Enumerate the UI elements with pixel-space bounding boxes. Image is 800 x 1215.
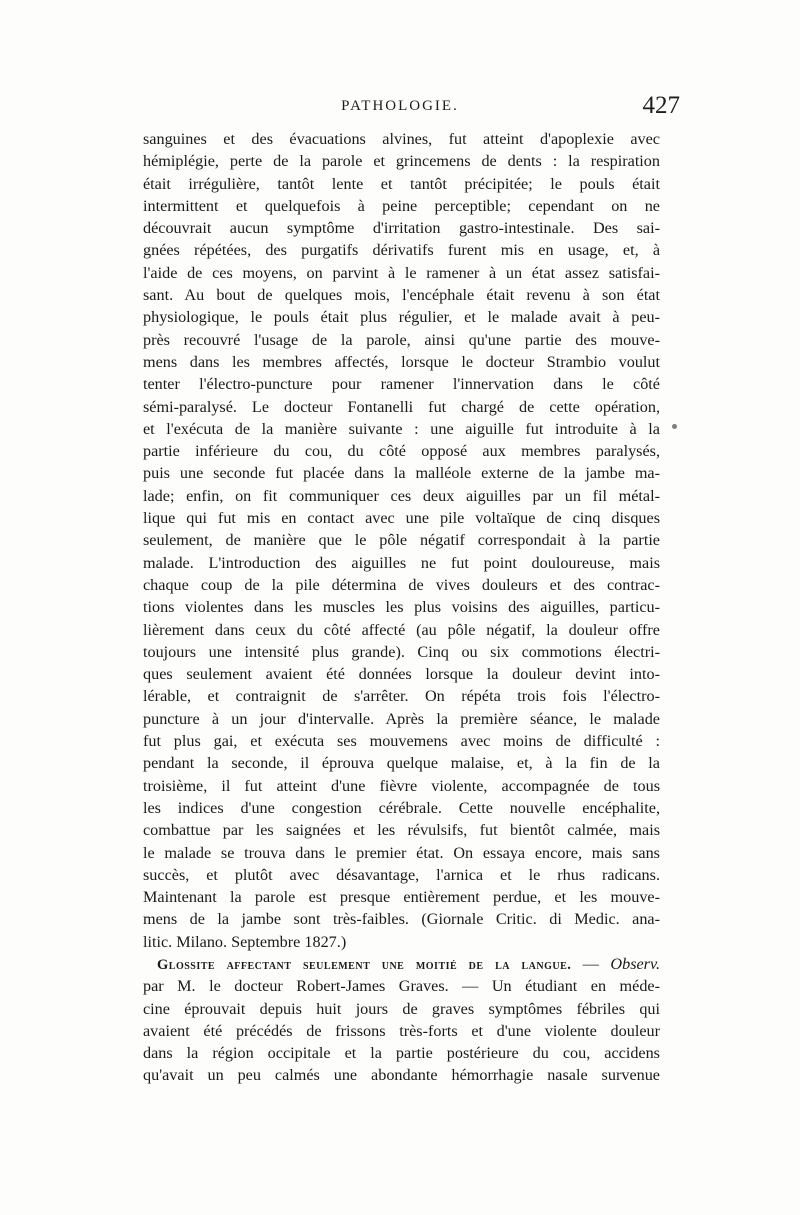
text-line: intermittent et quelquefois à peine perceptible; cependant on ne [143,196,660,215]
text-line: partie inférieure du cou, du côté opposé aux membres paralysés, [143,442,660,461]
text-line: Maintenant la parole est presque entièrement perdue, et les mouve- [143,888,660,907]
article-heading-observ: Observ. [610,954,661,973]
text-line: physiologique, le pouls était plus régulier, et le malade avait à peu- [143,308,660,327]
text-line: lique qui fut mis en contact avec une pile voltaïque de cinq disques [143,509,660,528]
text-line: pendant la seconde, il éprouva quelque malaise, et, à la fin de la [143,754,660,773]
text-line: qu'avait un peu calmés une abondante hémorrhagie nasale survenue [143,1066,660,1085]
text-line: les indices d'une congestion cérébrale. Cette nouvelle encéphalite, [143,798,660,817]
running-head [120,92,680,132]
text-line: découvrait aucun symptôme d'irritation gastro-intestinale. Des sai- [143,219,660,238]
text-line: mens dans les membres affectés, lorsque le docteur Strambio voulut [143,352,660,371]
text-line: par M. le docteur Robert-James Graves. — Un étudiant en méde- [143,977,660,996]
text-line: tenter l'électro-puncture pour ramener l'innervation dans le côté [143,375,660,394]
text-line: sant. Au bout de quelques mois, l'encéphale était revenu à son état [143,286,660,305]
text-line: cine éprouvait depuis huit jours de graves symptômes fébriles qui [143,999,660,1018]
page-number: 427 [642,92,680,119]
text-line: puis une seconde fut placée dans la malléole externe de la jambe ma- [143,464,660,483]
text-line: chaque coup de la pile détermina de vives douleurs et des contrac- [143,575,660,594]
article-heading-line [143,953,660,975]
text-line: lade; enfin, on fit communiquer ces deux aiguilles par un fil métal- [143,486,660,505]
text-line: troisième, il fut atteint d'une fièvre violente, accompagnée de tous [143,776,660,795]
text-line: lérable, et contraignit de s'arrêter. On répéta trois fois l'électro- [143,687,660,706]
body-text [143,128,660,1087]
text-line: hémiplégie, perte de la parole et grincemens de dents : la respiration [143,152,660,171]
ink-speck [672,424,677,429]
running-head-title: PATHOLOGIE. [341,98,459,114]
text-line: l'aide de ces moyens, on parvint à le ramener à un état assez satisfai- [143,263,660,282]
text-line: près recouvré l'usage de la parole, ainsi qu'une partie des mouve- [143,330,660,349]
text-line: puncture à un jour d'intervalle. Après la première séance, le malade [143,709,660,728]
text-line: tions violentes dans les muscles les plus voisins des aiguilles, particu- [143,598,660,617]
text-line: malade. L'introduction des aiguilles ne fut point douloureuse, mais [143,553,660,572]
text-line: le malade se trouva dans le premier état. On essaya encore, mais sans [143,843,660,862]
text-line: lièrement dans ceux du côté affecté (au pôle négatif, la douleur offre [143,620,660,639]
text-line: fut plus gai, et exécuta ses mouvemens avec moins de difficulté : [143,732,660,751]
text-line: toujours une intensité plus grande). Cinq ou six commotions électri- [143,642,660,661]
text-line: ques seulement avaient été données lorsque la douleur devint into- [143,665,660,684]
text-line: sanguines et des évacuations alvines, fut atteint d'apoplexie avec [143,130,660,148]
article-heading-dash: — [571,954,611,973]
text-line: sémi-paralysé. Le docteur Fontanelli fut chargé de cette opération, [143,397,660,416]
text-line: combattue par les saignées et les révulsifs, fut bientôt calmée, mais [143,821,660,840]
text-line: avaient été précédés de frissons très-forts et d'une violente douleur [143,1021,660,1040]
text-line: et l'exécuta de la manière suivante : une aiguille fut introduite à la [143,419,660,438]
text-line-citation: litic. Milano. Septembre 1827.) [143,932,347,951]
text-line: seulement, de manière que le pôle négatif correspondait à la partie [143,531,660,550]
text-line: était irrégulière, tantôt lente et tantôt précipitée; le pouls était [143,174,660,193]
text-line: gnées répétées, des purgatifs dérivatifs furent mis en usage, et, à [143,241,660,260]
text-line: mens de la jambe sont très-faibles. (Giornale Critic. di Medic. ana- [143,910,660,929]
article-heading: Glossite affectant seulement une moitié de la langue. [157,956,572,973]
text-line: dans la région occipitale et la partie postérieure du cou, accidens [143,1044,660,1063]
text-line: succès, et plutôt avec désavantage, l'arnica et le rhus radicans. [143,865,660,884]
